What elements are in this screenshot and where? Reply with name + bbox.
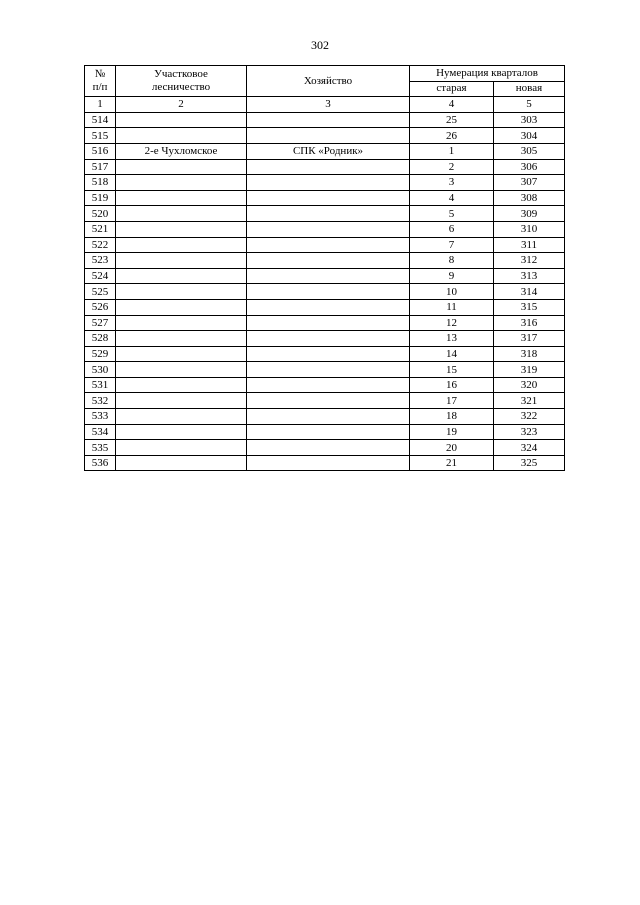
cell-farm <box>247 424 410 440</box>
cell-forestry <box>116 128 247 144</box>
cell-number: 536 <box>85 455 116 471</box>
quarters-table <box>84 65 565 471</box>
cell-number: 524 <box>85 268 116 284</box>
cell-quarter-new: 307 <box>494 175 565 191</box>
cell-quarter-old: 15 <box>410 362 494 378</box>
cell-number: 514 <box>85 112 116 128</box>
table-body <box>85 112 565 471</box>
cell-number: 516 <box>85 143 116 159</box>
cell-number: 528 <box>85 331 116 347</box>
table-row <box>85 175 565 191</box>
cell-farm <box>247 268 410 284</box>
cell-forestry <box>116 175 247 191</box>
table-row <box>85 143 565 159</box>
cell-forestry <box>116 424 247 440</box>
cell-quarter-old: 18 <box>410 409 494 425</box>
cell-number: 526 <box>85 299 116 315</box>
cell-quarter-new: 323 <box>494 424 565 440</box>
cell-quarter-new: 320 <box>494 377 565 393</box>
cell-farm <box>247 159 410 175</box>
cell-quarter-new: 313 <box>494 268 565 284</box>
cell-farm <box>247 253 410 269</box>
table-row <box>85 315 565 331</box>
table-row <box>85 299 565 315</box>
cell-quarter-old: 25 <box>410 112 494 128</box>
cell-quarter-old: 13 <box>410 331 494 347</box>
cell-forestry <box>116 253 247 269</box>
table-header-row <box>85 66 565 82</box>
cell-forestry <box>116 377 247 393</box>
cell-quarter-old: 21 <box>410 455 494 471</box>
header-forestry-line1: Участковое <box>154 68 208 81</box>
header-quarters-old: старая <box>410 81 494 97</box>
cell-number: 531 <box>85 377 116 393</box>
column-number: 3 <box>247 97 410 113</box>
cell-quarter-old: 16 <box>410 377 494 393</box>
table-row <box>85 409 565 425</box>
cell-farm <box>247 112 410 128</box>
table-row <box>85 221 565 237</box>
table-row <box>85 346 565 362</box>
cell-quarter-old: 5 <box>410 206 494 222</box>
cell-quarter-new: 308 <box>494 190 565 206</box>
cell-quarter-old: 12 <box>410 315 494 331</box>
cell-number: 535 <box>85 440 116 456</box>
cell-quarter-old: 8 <box>410 253 494 269</box>
cell-quarter-old: 11 <box>410 299 494 315</box>
cell-forestry <box>116 393 247 409</box>
cell-forestry <box>116 409 247 425</box>
cell-number: 523 <box>85 253 116 269</box>
cell-number: 530 <box>85 362 116 378</box>
cell-quarter-old: 19 <box>410 424 494 440</box>
cell-quarter-new: 314 <box>494 284 565 300</box>
header-number-line1: № <box>94 68 106 81</box>
cell-forestry <box>116 206 247 222</box>
cell-number: 529 <box>85 346 116 362</box>
cell-forestry <box>116 362 247 378</box>
cell-forestry <box>116 221 247 237</box>
cell-number: 520 <box>85 206 116 222</box>
cell-number: 532 <box>85 393 116 409</box>
page-number: 302 <box>311 38 329 52</box>
cell-forestry <box>116 112 247 128</box>
cell-quarter-new: 318 <box>494 346 565 362</box>
cell-quarter-new: 310 <box>494 221 565 237</box>
cell-farm <box>247 346 410 362</box>
header-quarters-group: Нумерация кварталов <box>410 66 565 82</box>
cell-quarter-new: 306 <box>494 159 565 175</box>
column-number: 4 <box>410 97 494 113</box>
table-row <box>85 377 565 393</box>
cell-farm <box>247 237 410 253</box>
cell-quarter-new: 317 <box>494 331 565 347</box>
column-number: 1 <box>85 97 116 113</box>
cell-quarter-old: 9 <box>410 268 494 284</box>
cell-farm <box>247 284 410 300</box>
cell-forestry <box>116 284 247 300</box>
cell-forestry <box>116 331 247 347</box>
cell-quarter-old: 4 <box>410 190 494 206</box>
header-farm: Хозяйство <box>247 66 410 97</box>
cell-farm <box>247 331 410 347</box>
table-row <box>85 253 565 269</box>
cell-farm <box>247 315 410 331</box>
cell-quarter-new: 309 <box>494 206 565 222</box>
table-row <box>85 440 565 456</box>
cell-farm <box>247 175 410 191</box>
cell-farm <box>247 206 410 222</box>
column-numbers-row <box>85 97 565 113</box>
column-number: 5 <box>494 97 565 113</box>
cell-forestry <box>116 299 247 315</box>
cell-forestry <box>116 159 247 175</box>
cell-quarter-new: 312 <box>494 253 565 269</box>
cell-farm <box>247 190 410 206</box>
cell-number: 515 <box>85 128 116 144</box>
header-number-line2: п/п <box>92 81 108 94</box>
cell-quarter-old: 14 <box>410 346 494 362</box>
cell-quarter-old: 2 <box>410 159 494 175</box>
cell-quarter-new: 322 <box>494 409 565 425</box>
table-row <box>85 268 565 284</box>
cell-quarter-new: 311 <box>494 237 565 253</box>
cell-forestry <box>116 315 247 331</box>
cell-quarter-old: 7 <box>410 237 494 253</box>
cell-farm <box>247 440 410 456</box>
cell-quarter-new: 303 <box>494 112 565 128</box>
cell-number: 518 <box>85 175 116 191</box>
cell-quarter-new: 315 <box>494 299 565 315</box>
table-row <box>85 159 565 175</box>
cell-quarter-old: 26 <box>410 128 494 144</box>
cell-forestry <box>116 268 247 284</box>
cell-farm <box>247 221 410 237</box>
cell-farm <box>247 128 410 144</box>
table-row <box>85 393 565 409</box>
table-row <box>85 112 565 128</box>
cell-forestry <box>116 190 247 206</box>
table-row <box>85 455 565 471</box>
cell-quarter-old: 1 <box>410 143 494 159</box>
cell-quarter-new: 304 <box>494 128 565 144</box>
header-quarters-new: новая <box>494 81 565 97</box>
cell-forestry: 2-е Чухломское <box>116 143 247 159</box>
cell-number: 527 <box>85 315 116 331</box>
cell-farm <box>247 393 410 409</box>
column-number: 2 <box>116 97 247 113</box>
cell-quarter-new: 321 <box>494 393 565 409</box>
cell-forestry <box>116 440 247 456</box>
cell-quarter-new: 316 <box>494 315 565 331</box>
cell-number: 522 <box>85 237 116 253</box>
cell-quarter-old: 17 <box>410 393 494 409</box>
cell-number: 534 <box>85 424 116 440</box>
cell-quarter-old: 6 <box>410 221 494 237</box>
header-number <box>85 66 116 97</box>
cell-farm <box>247 455 410 471</box>
table-row <box>85 190 565 206</box>
cell-quarter-old: 10 <box>410 284 494 300</box>
table-row <box>85 331 565 347</box>
table-row <box>85 362 565 378</box>
cell-farm <box>247 409 410 425</box>
table-row <box>85 424 565 440</box>
table-row <box>85 237 565 253</box>
cell-number: 519 <box>85 190 116 206</box>
table-row <box>85 284 565 300</box>
cell-quarter-new: 324 <box>494 440 565 456</box>
cell-quarter-old: 20 <box>410 440 494 456</box>
cell-farm: СПК «Родник» <box>247 143 410 159</box>
cell-forestry <box>116 346 247 362</box>
cell-farm <box>247 377 410 393</box>
cell-number: 525 <box>85 284 116 300</box>
cell-forestry <box>116 455 247 471</box>
table-row <box>85 206 565 222</box>
cell-quarter-new: 305 <box>494 143 565 159</box>
header-forestry-line2: лесничество <box>151 81 211 94</box>
cell-quarter-new: 325 <box>494 455 565 471</box>
cell-quarter-old: 3 <box>410 175 494 191</box>
cell-forestry <box>116 237 247 253</box>
cell-quarter-new: 319 <box>494 362 565 378</box>
header-forestry <box>116 66 247 97</box>
table-row <box>85 128 565 144</box>
cell-farm <box>247 299 410 315</box>
cell-farm <box>247 362 410 378</box>
cell-number: 521 <box>85 221 116 237</box>
cell-number: 533 <box>85 409 116 425</box>
cell-number: 517 <box>85 159 116 175</box>
